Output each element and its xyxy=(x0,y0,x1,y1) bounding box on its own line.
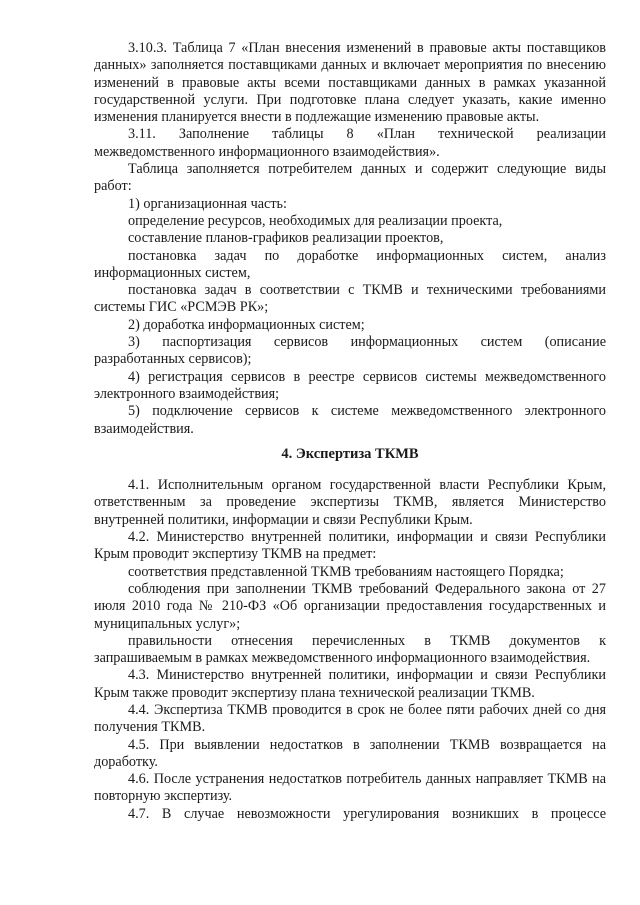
list-item-org-part: 1) организационная часть: xyxy=(128,195,287,212)
list-item-refinement: 2) доработка информационных систем; xyxy=(128,316,365,333)
paragraph-4-6: 4.6. После устранения недостатков потребитель данных направляет ТКМВ на повторную экспертизу. xyxy=(94,771,606,805)
paragraph-4-1: 4.1. Исполнительным органом государственной власти Республики Крым, ответственным за проведение экспертизы ТКМВ, является Министерство внутренней политики, информации и связи Республики Крым. xyxy=(94,477,606,528)
paragraph-4-3: 4.3. Министерство внутренней политики, информации и связи Республики Крым также проводит экспертизу плана технической реализации ТКМВ. xyxy=(94,667,606,701)
list-item-correctness: правильности отнесения перечисленных в ТКМВ документов к запрашиваемым в рамках межведомственного информационного взаимодействия. xyxy=(94,632,606,667)
paragraph-4-5: 4.5. При выявлении недостатков в заполнении ТКМВ возвращается на доработку. xyxy=(94,736,606,770)
paragraph-3-11: 3.11. Заполнение таблицы 8 «План технической реализации межведомственного информационного взаимодействия». xyxy=(94,126,606,160)
paragraph-4-2: 4.2. Министерство внутренней политики, информации и связи Республики Крым проводит экспертизу ТКМВ на предмет: xyxy=(94,529,606,563)
list-item-task-setting: постановка задач по доработке информационных систем, анализ информационных систем, xyxy=(94,247,606,281)
paragraph-4-4: 4.4. Экспертиза ТКМВ проводится в срок не более пяти рабочих дней со дня получения ТКМВ. xyxy=(94,701,606,736)
document-body xyxy=(94,40,606,823)
list-item-federal-law: соблюдения при заполнении ТКМВ требований Федерального закона от 27 июля 2010 года № 210-ФЗ «Об организации предоставления государственных и муниципальных услуг»; xyxy=(94,580,606,632)
list-item-passport: 3) паспортизация сервисов информационных систем (описание разработанных сервисов); xyxy=(94,334,606,368)
paragraph-3-10-3: 3.10.3. Таблица 7 «План внесения изменений в правовые акты поставщиков данных» заполняется поставщиками данных и включает мероприятия по внесению изменений в правовые акты всеми поставщиками данных в рамках указанной государственной услуги. При подготовке плана следует указать, какие именно изменения планируется внести в подлежащие изменению правовые акты. xyxy=(94,40,606,126)
section-heading: 4. Экспертиза ТКМВ xyxy=(281,445,419,462)
list-item-compliance: соответствия представленной ТКМВ требованиям настоящего Порядка; xyxy=(128,563,564,580)
list-item-registration: 4) регистрация сервисов в реестре сервисов системы межведомственного электронного взаимодействия; xyxy=(94,368,606,402)
list-item-schedules: составление планов-графиков реализации проектов, xyxy=(128,230,444,247)
list-item-resources: определение ресурсов, необходимых для реализации проекта, xyxy=(128,212,503,229)
list-item-connection: 5) подключение сервисов к системе межведомственного электронного взаимодействия. xyxy=(94,403,606,437)
paragraph-4-7: 4.7. В случае невозможности урегулирования возникших в процессе xyxy=(128,805,606,822)
paragraph-table-intro: Таблица заполняется потребителем данных и содержит следующие виды работ: xyxy=(94,161,606,195)
list-item-task-tkmv: постановка задач в соответствии с ТКМВ и техническими требованиями системы ГИС «РСМЭВ РК»; xyxy=(94,282,606,316)
